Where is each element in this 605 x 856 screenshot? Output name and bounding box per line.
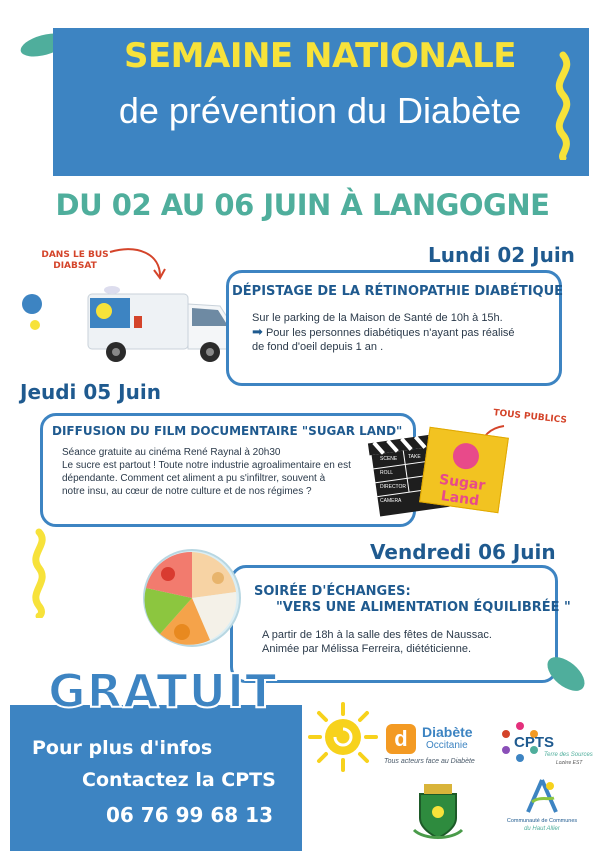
- blue-dot-decoration: [22, 294, 42, 314]
- phone-number: 06 76 99 68 13: [106, 803, 274, 827]
- event2-day: Jeudi 05 Juin: [20, 380, 161, 404]
- clapper-word-take: TAKE: [408, 454, 421, 460]
- page-subtitle: de prévention du Diabète: [118, 90, 522, 131]
- free-label: GRATUIT: [48, 664, 278, 718]
- event1-text: [252, 311, 552, 354]
- bus-tag: [40, 250, 110, 272]
- event2-line2: Le sucre est partout ! Toute notre industrie agroalimentaire en est: [62, 460, 351, 471]
- event3-title-line1: SOIRÉE D'ÉCHANGES:: [254, 584, 411, 599]
- diabete-tagline: Tous acteurs face au Diabète: [384, 758, 475, 765]
- cpts-name: CPTS: [514, 734, 555, 751]
- yellow-dot-decoration: [30, 320, 40, 330]
- event3-title-line2: "VERS UNE ALIMENTATION ÉQUILIBRÉE ": [276, 600, 571, 615]
- event1-line2-row: [252, 325, 552, 340]
- communaute-logo: [500, 778, 584, 838]
- public-tag: TOUS PUBLICS: [492, 408, 568, 426]
- event3-line2: Animée par Mélissa Ferreira, diététicienne.: [262, 643, 472, 655]
- event2-text: [62, 446, 382, 498]
- event3-card: [230, 565, 558, 683]
- yellow-squiggle-decoration: [26, 528, 52, 623]
- bus-tag-line2: DIABSAT: [53, 261, 97, 271]
- town-crest-logo: [410, 780, 466, 847]
- bus-image: [82, 276, 242, 371]
- info-line: Pour plus d'infos: [32, 737, 213, 759]
- event3-day: Vendredi 06 Juin: [370, 540, 556, 564]
- sugar-land-poster: [419, 427, 509, 513]
- event2-line3: dépendante. Comment cet aliment a pu s'infiltrer, souvent à: [62, 473, 326, 484]
- event2-title: DIFFUSION DU FILM DOCUMENTAIRE "SUGAR LAND": [52, 424, 403, 438]
- cpts-logo: [500, 718, 593, 774]
- clapper-word-director: DIRECTOR: [380, 484, 407, 490]
- sun-icon: [306, 700, 380, 779]
- arrow-right-icon: ➡: [252, 324, 263, 339]
- diabete-logo-mark: d: [386, 724, 416, 754]
- page-title: SEMAINE NATIONALE: [123, 36, 517, 76]
- poster-title: Sugar Land: [438, 471, 487, 510]
- event1-line1: Sur le parking de la Maison de Santé de 10h à 15h.: [252, 312, 503, 324]
- food-plate-image: [140, 548, 244, 653]
- yellow-squiggle-decoration: [548, 50, 578, 165]
- event1-title: DÉPISTAGE DE LA RÉTINOPATHIE DIABÉTIQUE: [232, 284, 564, 299]
- cpts-subtitle2: Lozère EST: [556, 760, 583, 766]
- clapper-word-camera: CAMERA: [380, 498, 402, 504]
- diabete-name: Diabète: [422, 724, 473, 740]
- communaute-line2: du Haut Allier: [524, 826, 560, 832]
- event2-line4: notre insu, au cœur de notre culture et de nos régimes ?: [62, 486, 312, 497]
- event1-line2: Pour les personnes diabétiques n'ayant pas réalisé: [265, 327, 515, 339]
- event-dates: DU 02 AU 06 JUIN À LANGOGNE: [55, 188, 550, 222]
- cpts-subtitle: Terre des Sources: [544, 752, 593, 758]
- poster-candy: [451, 441, 480, 470]
- event3-line1: A partir de 18h à la salle des fêtes de Naussac.: [262, 629, 492, 641]
- event1-line3: de fond d'oeil depuis 1 an .: [252, 341, 384, 353]
- communaute-line1: Communauté de Communes: [506, 818, 578, 824]
- contact-line: Contactez la CPTS: [82, 769, 276, 791]
- event3-text: [262, 628, 542, 656]
- diabete-occitanie-logo: [384, 722, 494, 772]
- event2-line1: Séance gratuite au cinéma René Raynal à 20h30: [62, 447, 281, 458]
- event1-day: Lundi 02 Juin: [428, 243, 575, 267]
- clapper-word-scene: SCENE: [380, 456, 398, 462]
- bus-tag-line1: DANS LE BUS: [41, 250, 109, 260]
- diabete-region: Occitanie: [426, 740, 468, 751]
- leaf-decoration: [540, 650, 592, 703]
- clapper-word-roll: ROLL: [380, 470, 394, 476]
